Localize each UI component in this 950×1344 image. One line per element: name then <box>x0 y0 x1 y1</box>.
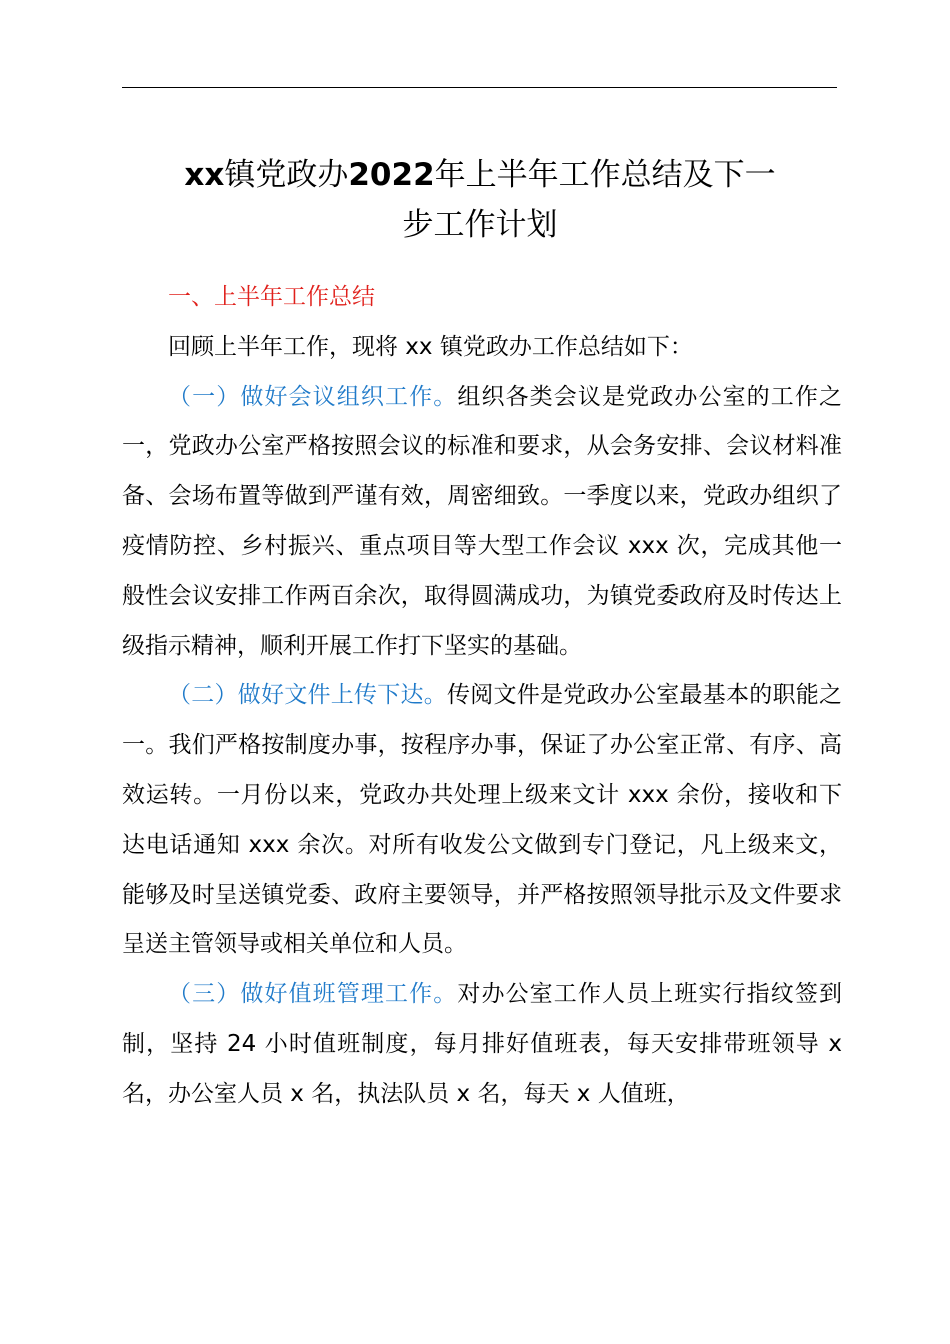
title-part-1: 镇党政办 <box>224 157 349 193</box>
title-part-2: 年上半年工作总结及下一 <box>434 157 776 193</box>
page-title <box>100 150 860 250</box>
item-2-heading: （二）做好文件上传下达。 <box>168 682 447 709</box>
item-1-heading: （一）做好会议组织工作。 <box>168 383 458 410</box>
item-1-text: 组织各类会议是党政办公室的工作之一，党政办公室严格按照会议的标准和要求，从会务安排、会议材料准备、会场布置等做到严谨有效，周密细致。一季度以来，党政办组织了疫情防控、乡村振兴、重点项目等大型工作会议 xxx 次，完成其他一般性会议安排工作两百余次，取得圆满成功，为镇党委政府及时传达上级指示精神，顺利开展工作打下坚实的基础。 <box>122 383 843 659</box>
item-2-text: 传阅文件是党政办公室最基本的职能之一。我们严格按制度办事，按程序办事，保证了办公室正常、有序、高效运转。一月份以来，党政办共处理上级来文计 xxx 余份，接收和下达电话通知 xxx 余次。对所有收发公文做到专门登记，凡上级来文，能够及时呈送镇党委、政府主要领导，并严格按照领导批示及文件要求呈送主管领导或相关单位和人员。 <box>122 682 842 958</box>
paragraph-item-2 <box>122 671 842 970</box>
title-prefix: xx <box>184 157 225 193</box>
title-year: 2022 <box>348 157 435 193</box>
document-body <box>122 273 842 1120</box>
section-heading: 一、上半年工作总结 <box>168 284 375 310</box>
item-3-text: 对办公室工作人员上班实行指纹签到制，坚持 24 小时值班制度，每月排好值班表，每天安排带班领导 x 名，办公室人员 x 名，执法队员 x 名，每天 x 人值班， <box>122 981 843 1107</box>
title-line-2: 步工作计划 <box>402 207 558 243</box>
paragraph-item-1 <box>122 373 842 672</box>
intro-paragraph: 回顾上半年工作，现将 xx 镇党政办工作总结如下： <box>168 333 693 360</box>
header-rule <box>122 87 837 88</box>
item-3-heading: （三）做好值班管理工作。 <box>168 981 458 1008</box>
paragraph-item-3 <box>122 970 842 1119</box>
